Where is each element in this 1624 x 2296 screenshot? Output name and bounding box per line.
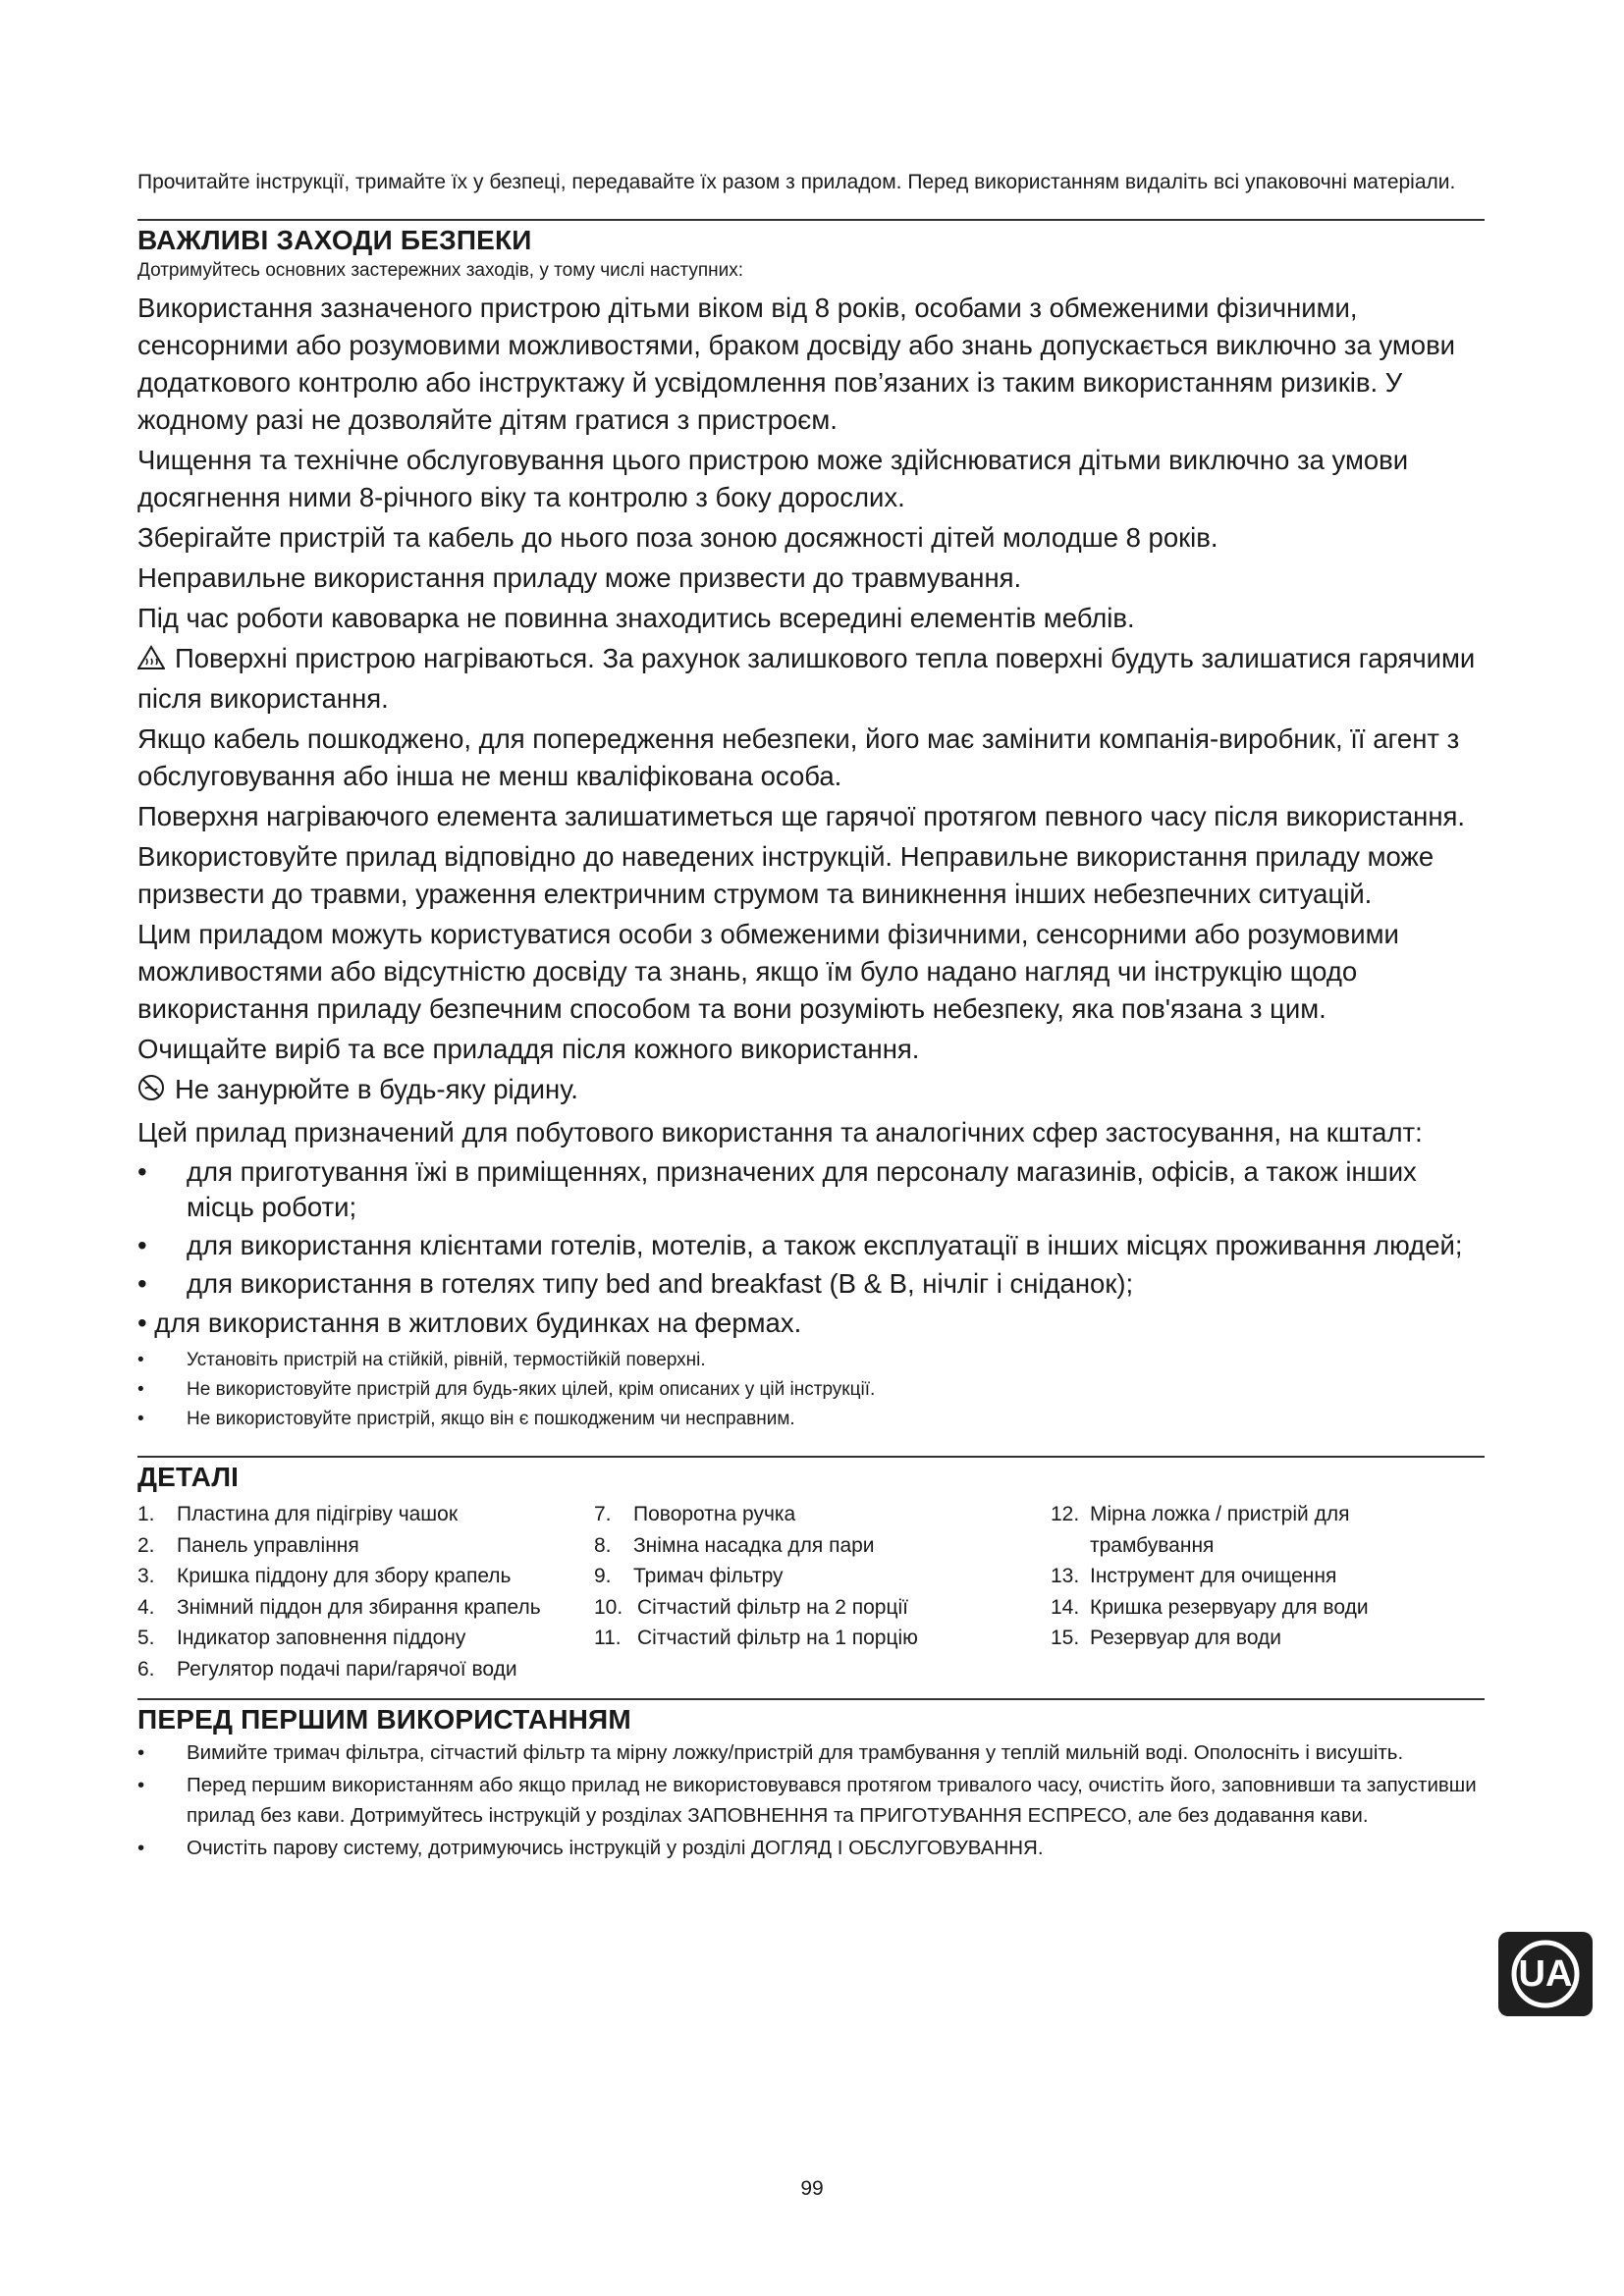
part-label: Мірна ложка / пристрій для трамбування: [1090, 1503, 1350, 1557]
use-item: • для використання в житлових будинках на фермах.: [137, 1308, 802, 1338]
part-item: [137, 1499, 594, 1530]
part-label: Знімна насадка для пари: [633, 1533, 875, 1557]
safety-paragraph: Якщо кабель пошкоджено, для попередження небезпеки, його має замінити компанія-виробник, її агент з обслуговування або інша не менш кваліфікована особа.: [137, 723, 1460, 791]
safety-paragraph: Чищення та технічне обслуговування цього пристрою може здійснюватися дітьми виключно за умови досягнення ними 8-річного віку та контролю з боку дорослих.: [137, 445, 1409, 512]
part-label: Знімний піддон для збирання крапель: [177, 1595, 541, 1619]
part-item: [1051, 1561, 1485, 1592]
first-use-item: • Перед першим використанням або якщо прилад не використовувався протягом тривалого часу, очистіть його, заповнивши та запустивши прилад без кави. Дотримуйтесь інструкцій у розділах ЗАПОВНЕННЯ та ПРИГОТУВАННЯ ЕСПРЕСО, але без додавання кави.: [137, 1770, 1485, 1831]
safety-paragraph: Використання зазначеного пристрою дітьми віком від 8 років, особами з обмеженими фізичними, сенсорними або розумовими можливостями, браком досвіду або знань допускається виключно за умови додаткового контролю або інструктажу й усвідомлення пов’язаних із таким використанням ризиків. У жодному разі не дозволяйте дітям гратися з пристроєм.: [137, 293, 1456, 435]
safety-subheading: Дотримуйтесь основних застережних заходів, у тому числі наступних:: [137, 260, 743, 281]
part-number: 6.: [137, 1657, 155, 1681]
part-item: [137, 1530, 594, 1562]
safety-paragraph: Неправильне використання приладу може призвести до травмування.: [137, 562, 1022, 593]
safety-paragraph: Цим приладом можуть користуватися особи з обмеженими фізичними, сенсорними або розумовими можливостями або відсутністю досвіду та знань, якщо їм було надано нагляд чи інструкцію щодо використання приладу безпечним способом та вони розуміють небезпеку, яка пов'язана з цим.: [137, 919, 1399, 1024]
parts-column: [137, 1499, 594, 1684]
part-label: Сітчастий фільтр на 1 порцію: [637, 1627, 918, 1649]
parts-list: [137, 1499, 1485, 1684]
first-use-item: • Очистіть парову систему, дотримуючись інструкцій у розділі ДОГЛЯД І ОБСЛУГОВУВАННЯ.: [137, 1833, 1485, 1863]
part-number: 10.: [594, 1595, 623, 1619]
safety-paragraph: Цей прилад призначений для побутового використання та аналогічних сфер застосування, на кшталт:: [137, 1117, 1423, 1148]
use-item: • для використання в готелях типу bed and breakfast (B & B, нічліг і сніданок);: [137, 1266, 1485, 1302]
part-item: [1051, 1623, 1485, 1654]
page-content: [137, 167, 1485, 1865]
intro-text: Прочитайте інструкції, тримайте їх у безпеці, передавайте їх разом з приладом. Перед використанням видаліть всі упаковочні матеріали.: [137, 171, 1456, 193]
language-badge: [1498, 1932, 1593, 2016]
parts-column: [594, 1499, 1051, 1684]
part-label: Резервуар для води: [1090, 1627, 1282, 1649]
part-item: [594, 1499, 1051, 1530]
part-item: [137, 1561, 594, 1592]
part-number: 13.: [1051, 1565, 1080, 1587]
part-number: 12.: [1051, 1503, 1080, 1525]
small-safety-item: • Установіть пристрій на стійкій, рівній, термостійкій поверхні.: [137, 1346, 1485, 1375]
details-heading: ДЕТАЛІ: [137, 1462, 240, 1492]
part-number: 9.: [594, 1565, 612, 1587]
part-number: 4.: [137, 1595, 155, 1619]
part-item: [1051, 1592, 1485, 1624]
safety-heading: ВАЖЛИВІ ЗАХОДИ БЕЗПЕКИ: [137, 225, 532, 255]
safety-paragraph: Використовуйте прилад відповідно до наведених інструкцій. Неправильне використання приладу може призвести до травми, ураження електричним струмом та виникнення інших небезпечних ситуацій.: [137, 841, 1435, 909]
part-number: 11.: [594, 1627, 622, 1649]
safety-paragraph: Зберігайте пристрій та кабель до нього поза зоною досяжності дітей молодше 8 років.: [137, 522, 1218, 553]
no-immerse-text: Не занурюйте в будь-яку рідину.: [175, 1074, 578, 1104]
part-label: Регулятор подачі пари/гарячої води: [177, 1657, 517, 1681]
page-number: 99: [800, 2177, 824, 2200]
divider: [137, 1456, 1485, 1458]
safety-paragraph: Поверхня нагріваючого елемента залишатиметься ще гарячої протягом певного часу після використання.: [137, 801, 1466, 831]
part-label: Індикатор заповнення піддону: [177, 1627, 466, 1649]
part-number: 5.: [137, 1627, 155, 1649]
part-number: 2.: [137, 1533, 155, 1557]
safety-paragraph: Під час роботи кавоварка не повинна знаходитись всередині елементів меблів.: [137, 603, 1135, 633]
language-code: UA: [1518, 1953, 1573, 1995]
hot-surface-warning-icon: [137, 643, 165, 680]
part-label: Панель управління: [177, 1533, 359, 1557]
part-item: [594, 1561, 1051, 1592]
part-number: 15.: [1051, 1627, 1080, 1649]
part-number: 7.: [594, 1503, 612, 1525]
part-number: 3.: [137, 1565, 155, 1587]
first-use-item: • Вимийте тримач фільтра, сітчастий фільтр та мірну ложку/пристрій для трамбування у теплій мильній воді. Ополосніть і висушіть.: [137, 1737, 1485, 1768]
use-item: • для використання клієнтами готелів, мотелів, а також експлуатації в інших місцях проживання людей;: [137, 1228, 1485, 1263]
part-number: 8.: [594, 1533, 612, 1557]
part-label: Кришка піддону для збору крапель: [177, 1565, 512, 1587]
first-use-heading: ПЕРЕД ПЕРШИМ ВИКОРИСТАННЯМ: [137, 1704, 631, 1735]
part-number: 1.: [137, 1503, 155, 1525]
hot-surface-text: Поверхні пристрою нагріваються. За рахунок залишкового тепла поверхні будуть залишатися гарячими після використання.: [137, 643, 1476, 714]
part-item: [594, 1623, 1051, 1654]
part-label: Інструмент для очищення: [1090, 1565, 1337, 1587]
no-immerse-icon: [137, 1074, 165, 1111]
part-label: Поворотна ручка: [633, 1503, 796, 1525]
parts-column: [1051, 1499, 1485, 1684]
divider: [137, 219, 1485, 221]
part-label: Тримач фільтру: [633, 1565, 784, 1587]
part-label: Кришка резервуару для води: [1090, 1595, 1369, 1619]
part-item: [1051, 1499, 1485, 1561]
use-item: • для приготування їжі в приміщеннях, призначених для персоналу магазинів, офісів, а також інших місць роботи;: [137, 1154, 1485, 1225]
part-item: [137, 1592, 594, 1624]
safety-paragraph: Очищайте виріб та все приладдя після кожного використання.: [137, 1034, 920, 1064]
part-label: Пластина для підігріву чашок: [177, 1503, 459, 1525]
no-immerse-paragraph: [137, 1071, 1485, 1111]
part-label: Сітчастий фільтр на 2 порції: [637, 1595, 908, 1619]
divider: [137, 1698, 1485, 1700]
small-safety-item: • Не використовуйте пристрій для будь-яких цілей, крім описаних у цій інструкції.: [137, 1375, 1485, 1405]
small-safety-item: • Не використовуйте пристрій, якщо він є пошкодженим чи несправним.: [137, 1405, 1485, 1434]
part-number: 14.: [1051, 1595, 1080, 1619]
part-item: [594, 1530, 1051, 1562]
part-item: [594, 1592, 1051, 1624]
part-item: [137, 1623, 594, 1654]
hot-surface-paragraph: [137, 640, 1485, 718]
part-item: [137, 1654, 594, 1685]
